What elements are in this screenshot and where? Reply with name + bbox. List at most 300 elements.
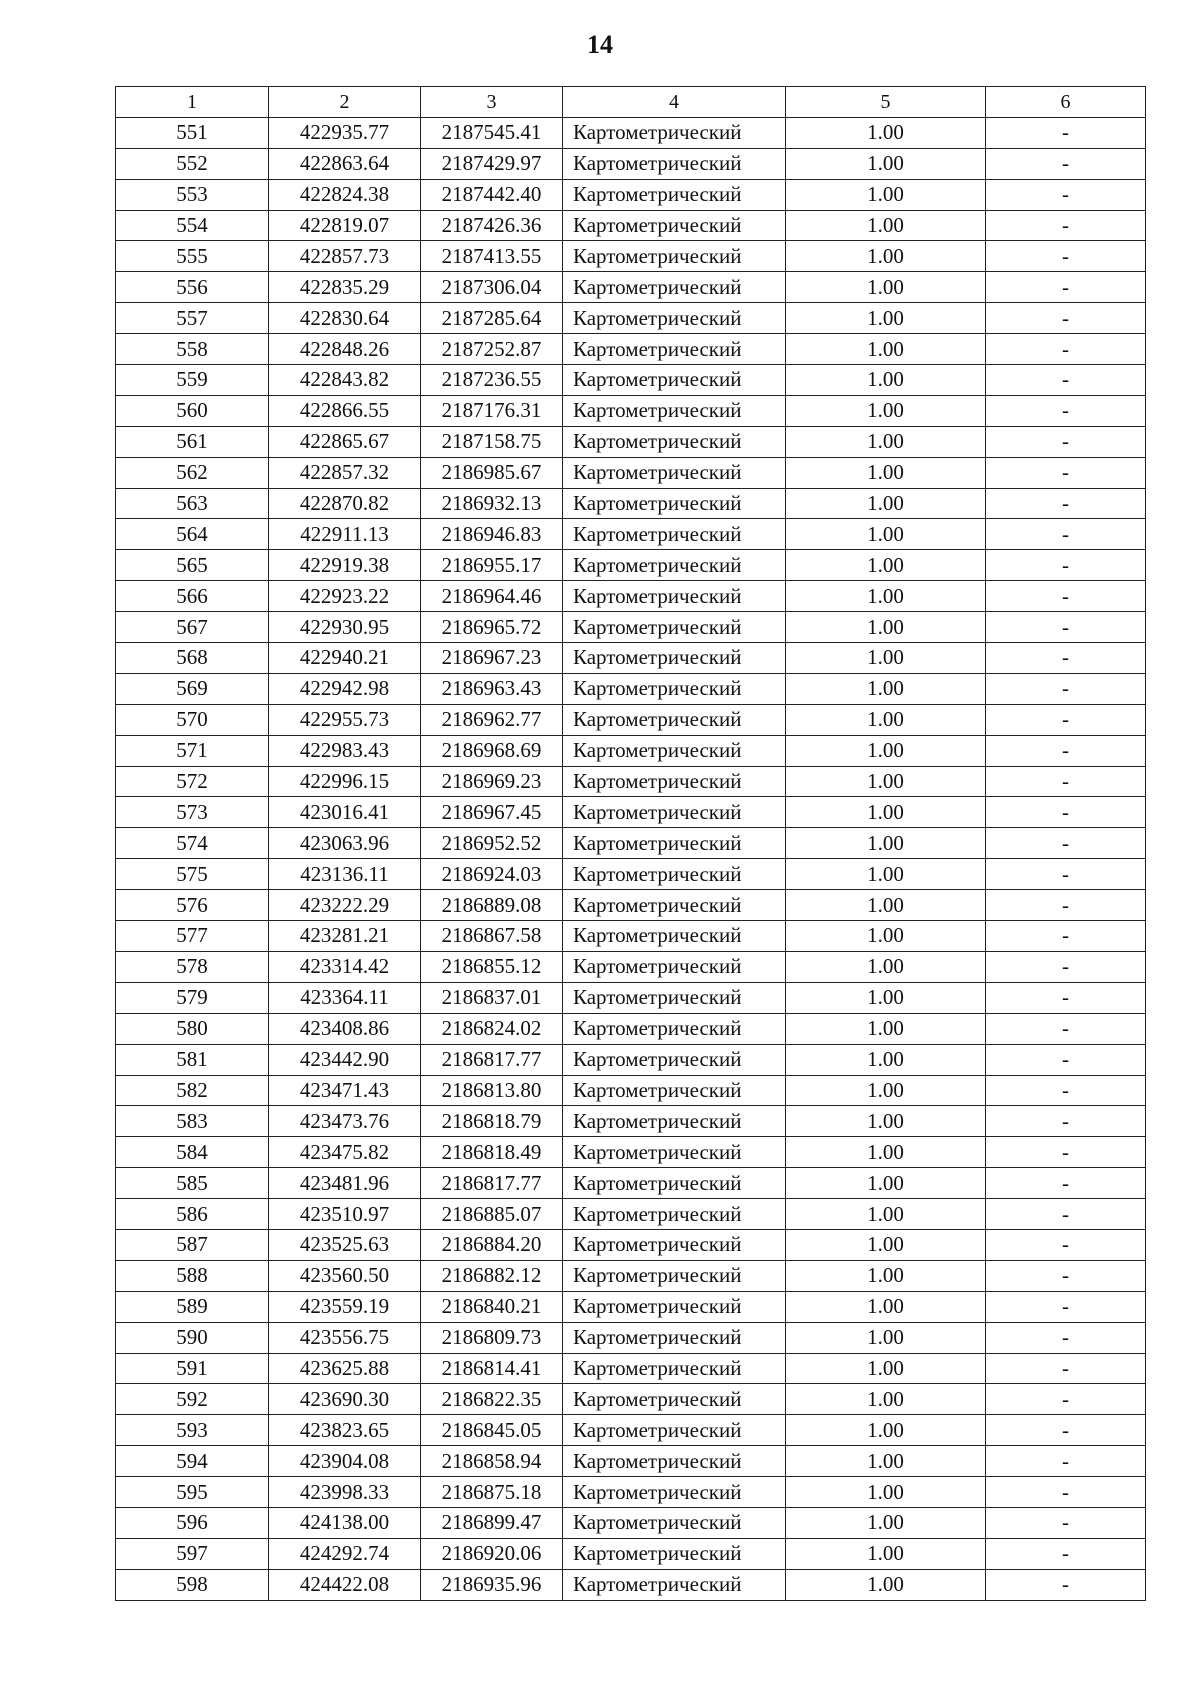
accuracy-cell: 1.00 — [786, 673, 986, 704]
table-row — [116, 797, 1146, 828]
description-cell: - — [986, 210, 1146, 241]
column-header: 3 — [421, 87, 563, 118]
description-cell: - — [986, 1199, 1146, 1230]
description-cell: - — [986, 1507, 1146, 1538]
method-cell: Картометрический — [563, 1477, 786, 1508]
y-coordinate-cell: 2186985.67 — [421, 457, 563, 488]
description-cell: - — [986, 982, 1146, 1013]
accuracy-cell: 1.00 — [786, 797, 986, 828]
description-cell: - — [986, 859, 1146, 890]
table-row — [116, 241, 1146, 272]
x-coordinate-cell: 423408.86 — [269, 1013, 421, 1044]
accuracy-cell: 1.00 — [786, 1415, 986, 1446]
point-number-cell: 598 — [116, 1569, 269, 1600]
point-number-cell: 585 — [116, 1168, 269, 1199]
x-coordinate-cell: 423998.33 — [269, 1477, 421, 1508]
accuracy-cell: 1.00 — [786, 1538, 986, 1569]
method-cell: Картометрический — [563, 704, 786, 735]
method-cell: Картометрический — [563, 766, 786, 797]
table-row — [116, 704, 1146, 735]
y-coordinate-cell: 2186952.52 — [421, 828, 563, 859]
y-coordinate-cell: 2186946.83 — [421, 519, 563, 550]
y-coordinate-cell: 2186822.35 — [421, 1384, 563, 1415]
accuracy-cell: 1.00 — [786, 982, 986, 1013]
x-coordinate-cell: 423559.19 — [269, 1291, 421, 1322]
description-cell: - — [986, 1137, 1146, 1168]
accuracy-cell: 1.00 — [786, 303, 986, 334]
description-cell: - — [986, 1229, 1146, 1260]
point-number-cell: 569 — [116, 673, 269, 704]
table-row — [116, 735, 1146, 766]
x-coordinate-cell: 422935.77 — [269, 117, 421, 148]
accuracy-cell: 1.00 — [786, 1260, 986, 1291]
point-number-cell: 589 — [116, 1291, 269, 1322]
table-row — [116, 1137, 1146, 1168]
x-coordinate-cell: 423471.43 — [269, 1075, 421, 1106]
accuracy-cell: 1.00 — [786, 1013, 986, 1044]
description-cell: - — [986, 272, 1146, 303]
description-cell: - — [986, 1415, 1146, 1446]
y-coordinate-cell: 2186845.05 — [421, 1415, 563, 1446]
point-number-cell: 594 — [116, 1446, 269, 1477]
point-number-cell: 584 — [116, 1137, 269, 1168]
table-row — [116, 581, 1146, 612]
y-coordinate-cell: 2186817.77 — [421, 1044, 563, 1075]
description-cell: - — [986, 797, 1146, 828]
description-cell: - — [986, 241, 1146, 272]
point-number-cell: 597 — [116, 1538, 269, 1569]
x-coordinate-cell: 423625.88 — [269, 1353, 421, 1384]
accuracy-cell: 1.00 — [786, 117, 986, 148]
y-coordinate-cell: 2186962.77 — [421, 704, 563, 735]
table-row — [116, 210, 1146, 241]
method-cell: Картометрический — [563, 1199, 786, 1230]
accuracy-cell: 1.00 — [786, 951, 986, 982]
method-cell: Картометрический — [563, 643, 786, 674]
table-row — [116, 1044, 1146, 1075]
description-cell: - — [986, 365, 1146, 396]
x-coordinate-cell: 423136.11 — [269, 859, 421, 890]
table-row — [116, 519, 1146, 550]
method-cell: Картометрический — [563, 890, 786, 921]
accuracy-cell: 1.00 — [786, 550, 986, 581]
method-cell: Картометрический — [563, 272, 786, 303]
table-body — [116, 117, 1146, 1600]
point-number-cell: 553 — [116, 179, 269, 210]
method-cell: Картометрический — [563, 1415, 786, 1446]
point-number-cell: 575 — [116, 859, 269, 890]
point-number-cell: 574 — [116, 828, 269, 859]
y-coordinate-cell: 2187158.75 — [421, 426, 563, 457]
accuracy-cell: 1.00 — [786, 1137, 986, 1168]
x-coordinate-cell: 423525.63 — [269, 1229, 421, 1260]
description-cell: - — [986, 1569, 1146, 1600]
point-number-cell: 571 — [116, 735, 269, 766]
description-cell: - — [986, 148, 1146, 179]
point-number-cell: 580 — [116, 1013, 269, 1044]
method-cell: Картометрический — [563, 179, 786, 210]
x-coordinate-cell: 422923.22 — [269, 581, 421, 612]
method-cell: Картометрический — [563, 1507, 786, 1538]
method-cell: Картометрический — [563, 1168, 786, 1199]
accuracy-cell: 1.00 — [786, 921, 986, 952]
column-header: 2 — [269, 87, 421, 118]
method-cell: Картометрический — [563, 1569, 786, 1600]
table-row — [116, 303, 1146, 334]
accuracy-cell: 1.00 — [786, 1106, 986, 1137]
y-coordinate-cell: 2186963.43 — [421, 673, 563, 704]
point-number-cell: 587 — [116, 1229, 269, 1260]
accuracy-cell: 1.00 — [786, 1199, 986, 1230]
method-cell: Картометрический — [563, 1291, 786, 1322]
accuracy-cell: 1.00 — [786, 179, 986, 210]
accuracy-cell: 1.00 — [786, 766, 986, 797]
accuracy-cell: 1.00 — [786, 334, 986, 365]
accuracy-cell: 1.00 — [786, 704, 986, 735]
table-row — [116, 1168, 1146, 1199]
description-cell: - — [986, 519, 1146, 550]
table-row — [116, 1477, 1146, 1508]
method-cell: Картометрический — [563, 519, 786, 550]
accuracy-cell: 1.00 — [786, 1168, 986, 1199]
y-coordinate-cell: 2186955.17 — [421, 550, 563, 581]
point-number-cell: 565 — [116, 550, 269, 581]
y-coordinate-cell: 2186813.80 — [421, 1075, 563, 1106]
table-row — [116, 550, 1146, 581]
y-coordinate-cell: 2186969.23 — [421, 766, 563, 797]
method-cell: Картометрический — [563, 1384, 786, 1415]
point-number-cell: 595 — [116, 1477, 269, 1508]
table-row — [116, 828, 1146, 859]
y-coordinate-cell: 2187176.31 — [421, 395, 563, 426]
table-row — [116, 1384, 1146, 1415]
x-coordinate-cell: 424292.74 — [269, 1538, 421, 1569]
description-cell: - — [986, 179, 1146, 210]
y-coordinate-cell: 2186884.20 — [421, 1229, 563, 1260]
accuracy-cell: 1.00 — [786, 1477, 986, 1508]
x-coordinate-cell: 422940.21 — [269, 643, 421, 674]
table-row — [116, 859, 1146, 890]
point-number-cell: 568 — [116, 643, 269, 674]
y-coordinate-cell: 2187442.40 — [421, 179, 563, 210]
description-cell: - — [986, 673, 1146, 704]
x-coordinate-cell: 423314.42 — [269, 951, 421, 982]
accuracy-cell: 1.00 — [786, 210, 986, 241]
point-number-cell: 582 — [116, 1075, 269, 1106]
point-number-cell: 570 — [116, 704, 269, 735]
method-cell: Картометрический — [563, 612, 786, 643]
accuracy-cell: 1.00 — [786, 241, 986, 272]
table-row — [116, 673, 1146, 704]
method-cell: Картометрический — [563, 735, 786, 766]
method-cell: Картометрический — [563, 1446, 786, 1477]
method-cell: Картометрический — [563, 1075, 786, 1106]
table-row — [116, 334, 1146, 365]
x-coordinate-cell: 422830.64 — [269, 303, 421, 334]
method-cell: Картометрический — [563, 1229, 786, 1260]
x-coordinate-cell: 423560.50 — [269, 1260, 421, 1291]
accuracy-cell: 1.00 — [786, 581, 986, 612]
method-cell: Картометрический — [563, 457, 786, 488]
method-cell: Картометрический — [563, 673, 786, 704]
y-coordinate-cell: 2187252.87 — [421, 334, 563, 365]
x-coordinate-cell: 423690.30 — [269, 1384, 421, 1415]
method-cell: Картометрический — [563, 1137, 786, 1168]
x-coordinate-cell: 423481.96 — [269, 1168, 421, 1199]
table-row — [116, 488, 1146, 519]
point-number-cell: 566 — [116, 581, 269, 612]
x-coordinate-cell: 423904.08 — [269, 1446, 421, 1477]
point-number-cell: 552 — [116, 148, 269, 179]
table-row — [116, 365, 1146, 396]
accuracy-cell: 1.00 — [786, 612, 986, 643]
x-coordinate-cell: 424422.08 — [269, 1569, 421, 1600]
method-cell: Картометрический — [563, 365, 786, 396]
accuracy-cell: 1.00 — [786, 519, 986, 550]
description-cell: - — [986, 1168, 1146, 1199]
point-number-cell: 560 — [116, 395, 269, 426]
x-coordinate-cell: 423556.75 — [269, 1322, 421, 1353]
y-coordinate-cell: 2186858.94 — [421, 1446, 563, 1477]
x-coordinate-cell: 423281.21 — [269, 921, 421, 952]
point-number-cell: 564 — [116, 519, 269, 550]
accuracy-cell: 1.00 — [786, 365, 986, 396]
point-number-cell: 573 — [116, 797, 269, 828]
point-number-cell: 558 — [116, 334, 269, 365]
x-coordinate-cell: 422865.67 — [269, 426, 421, 457]
point-number-cell: 588 — [116, 1260, 269, 1291]
method-cell: Картометрический — [563, 117, 786, 148]
y-coordinate-cell: 2186967.45 — [421, 797, 563, 828]
accuracy-cell: 1.00 — [786, 1507, 986, 1538]
method-cell: Картометрический — [563, 550, 786, 581]
point-number-cell: 593 — [116, 1415, 269, 1446]
point-number-cell: 583 — [116, 1106, 269, 1137]
table-row — [116, 1229, 1146, 1260]
description-cell: - — [986, 303, 1146, 334]
description-cell: - — [986, 488, 1146, 519]
description-cell: - — [986, 1446, 1146, 1477]
description-cell: - — [986, 1291, 1146, 1322]
accuracy-cell: 1.00 — [786, 1229, 986, 1260]
point-number-cell: 592 — [116, 1384, 269, 1415]
point-number-cell: 554 — [116, 210, 269, 241]
y-coordinate-cell: 2186818.49 — [421, 1137, 563, 1168]
method-cell: Картометрический — [563, 241, 786, 272]
method-cell: Картометрический — [563, 1260, 786, 1291]
table-row — [116, 1013, 1146, 1044]
table-row — [116, 395, 1146, 426]
table-row — [116, 148, 1146, 179]
description-cell: - — [986, 921, 1146, 952]
point-number-cell: 579 — [116, 982, 269, 1013]
point-number-cell: 559 — [116, 365, 269, 396]
x-coordinate-cell: 422919.38 — [269, 550, 421, 581]
table-row — [116, 982, 1146, 1013]
accuracy-cell: 1.00 — [786, 1075, 986, 1106]
method-cell: Картометрический — [563, 303, 786, 334]
accuracy-cell: 1.00 — [786, 859, 986, 890]
method-cell: Картометрический — [563, 1322, 786, 1353]
point-number-cell: 567 — [116, 612, 269, 643]
accuracy-cell: 1.00 — [786, 1353, 986, 1384]
x-coordinate-cell: 422848.26 — [269, 334, 421, 365]
method-cell: Картометрический — [563, 334, 786, 365]
accuracy-cell: 1.00 — [786, 272, 986, 303]
description-cell: - — [986, 612, 1146, 643]
coordinates-table — [115, 86, 1146, 1601]
description-cell: - — [986, 828, 1146, 859]
method-cell: Картометрический — [563, 426, 786, 457]
table-row — [116, 117, 1146, 148]
method-cell: Картометрический — [563, 951, 786, 982]
point-number-cell: 555 — [116, 241, 269, 272]
table-row — [116, 1260, 1146, 1291]
method-cell: Картометрический — [563, 1353, 786, 1384]
y-coordinate-cell: 2186920.06 — [421, 1538, 563, 1569]
point-number-cell: 563 — [116, 488, 269, 519]
table-row — [116, 890, 1146, 921]
y-coordinate-cell: 2186855.12 — [421, 951, 563, 982]
table-row — [116, 612, 1146, 643]
y-coordinate-cell: 2186964.46 — [421, 581, 563, 612]
y-coordinate-cell: 2186818.79 — [421, 1106, 563, 1137]
y-coordinate-cell: 2186899.47 — [421, 1507, 563, 1538]
table-row — [116, 1322, 1146, 1353]
accuracy-cell: 1.00 — [786, 1044, 986, 1075]
x-coordinate-cell: 422930.95 — [269, 612, 421, 643]
y-coordinate-cell: 2186875.18 — [421, 1477, 563, 1508]
method-cell: Картометрический — [563, 148, 786, 179]
x-coordinate-cell: 422824.38 — [269, 179, 421, 210]
column-header: 6 — [986, 87, 1146, 118]
y-coordinate-cell: 2186965.72 — [421, 612, 563, 643]
x-coordinate-cell: 423016.41 — [269, 797, 421, 828]
y-coordinate-cell: 2186882.12 — [421, 1260, 563, 1291]
method-cell: Картометрический — [563, 210, 786, 241]
point-number-cell: 596 — [116, 1507, 269, 1538]
accuracy-cell: 1.00 — [786, 457, 986, 488]
y-coordinate-cell: 2187285.64 — [421, 303, 563, 334]
accuracy-cell: 1.00 — [786, 1291, 986, 1322]
x-coordinate-cell: 423475.82 — [269, 1137, 421, 1168]
description-cell: - — [986, 395, 1146, 426]
description-cell: - — [986, 890, 1146, 921]
y-coordinate-cell: 2187236.55 — [421, 365, 563, 396]
y-coordinate-cell: 2186809.73 — [421, 1322, 563, 1353]
x-coordinate-cell: 422996.15 — [269, 766, 421, 797]
x-coordinate-cell: 422819.07 — [269, 210, 421, 241]
description-cell: - — [986, 1044, 1146, 1075]
description-cell: - — [986, 117, 1146, 148]
accuracy-cell: 1.00 — [786, 426, 986, 457]
accuracy-cell: 1.00 — [786, 1446, 986, 1477]
y-coordinate-cell: 2186867.58 — [421, 921, 563, 952]
description-cell: - — [986, 426, 1146, 457]
accuracy-cell: 1.00 — [786, 890, 986, 921]
x-coordinate-cell: 422911.13 — [269, 519, 421, 550]
table-header-row — [116, 87, 1146, 118]
y-coordinate-cell: 2186817.77 — [421, 1168, 563, 1199]
description-cell: - — [986, 643, 1146, 674]
table-row — [116, 1353, 1146, 1384]
x-coordinate-cell: 422983.43 — [269, 735, 421, 766]
table-row — [116, 921, 1146, 952]
y-coordinate-cell: 2187306.04 — [421, 272, 563, 303]
table-row — [116, 1446, 1146, 1477]
y-coordinate-cell: 2186824.02 — [421, 1013, 563, 1044]
method-cell: Картометрический — [563, 581, 786, 612]
method-cell: Картометрический — [563, 1013, 786, 1044]
method-cell: Картометрический — [563, 1538, 786, 1569]
table-row — [116, 272, 1146, 303]
y-coordinate-cell: 2186932.13 — [421, 488, 563, 519]
accuracy-cell: 1.00 — [786, 1322, 986, 1353]
table-row — [116, 766, 1146, 797]
y-coordinate-cell: 2186967.23 — [421, 643, 563, 674]
x-coordinate-cell: 423364.11 — [269, 982, 421, 1013]
y-coordinate-cell: 2187545.41 — [421, 117, 563, 148]
description-cell: - — [986, 334, 1146, 365]
table-row — [116, 1507, 1146, 1538]
accuracy-cell: 1.00 — [786, 828, 986, 859]
accuracy-cell: 1.00 — [786, 1569, 986, 1600]
column-header: 4 — [563, 87, 786, 118]
x-coordinate-cell: 422835.29 — [269, 272, 421, 303]
point-number-cell: 561 — [116, 426, 269, 457]
x-coordinate-cell: 423442.90 — [269, 1044, 421, 1075]
table-row — [116, 457, 1146, 488]
column-header: 5 — [786, 87, 986, 118]
table-row — [116, 1106, 1146, 1137]
x-coordinate-cell: 422942.98 — [269, 673, 421, 704]
accuracy-cell: 1.00 — [786, 1384, 986, 1415]
x-coordinate-cell: 423510.97 — [269, 1199, 421, 1230]
method-cell: Картометрический — [563, 859, 786, 890]
description-cell: - — [986, 766, 1146, 797]
description-cell: - — [986, 735, 1146, 766]
table-row — [116, 1075, 1146, 1106]
x-coordinate-cell: 422866.55 — [269, 395, 421, 426]
y-coordinate-cell: 2186889.08 — [421, 890, 563, 921]
description-cell: - — [986, 1260, 1146, 1291]
table-row — [116, 426, 1146, 457]
point-number-cell: 577 — [116, 921, 269, 952]
accuracy-cell: 1.00 — [786, 148, 986, 179]
description-cell: - — [986, 1075, 1146, 1106]
table-row — [116, 1569, 1146, 1600]
y-coordinate-cell: 2186885.07 — [421, 1199, 563, 1230]
point-number-cell: 591 — [116, 1353, 269, 1384]
x-coordinate-cell: 423473.76 — [269, 1106, 421, 1137]
description-cell: - — [986, 581, 1146, 612]
point-number-cell: 581 — [116, 1044, 269, 1075]
x-coordinate-cell: 422955.73 — [269, 704, 421, 735]
table-row — [116, 643, 1146, 674]
point-number-cell: 562 — [116, 457, 269, 488]
x-coordinate-cell: 423222.29 — [269, 890, 421, 921]
x-coordinate-cell: 424138.00 — [269, 1507, 421, 1538]
table-row — [116, 1415, 1146, 1446]
x-coordinate-cell: 422857.73 — [269, 241, 421, 272]
y-coordinate-cell: 2186935.96 — [421, 1569, 563, 1600]
method-cell: Картометрический — [563, 797, 786, 828]
y-coordinate-cell: 2187413.55 — [421, 241, 563, 272]
point-number-cell: 590 — [116, 1322, 269, 1353]
method-cell: Картометрический — [563, 921, 786, 952]
y-coordinate-cell: 2186924.03 — [421, 859, 563, 890]
method-cell: Картометрический — [563, 982, 786, 1013]
